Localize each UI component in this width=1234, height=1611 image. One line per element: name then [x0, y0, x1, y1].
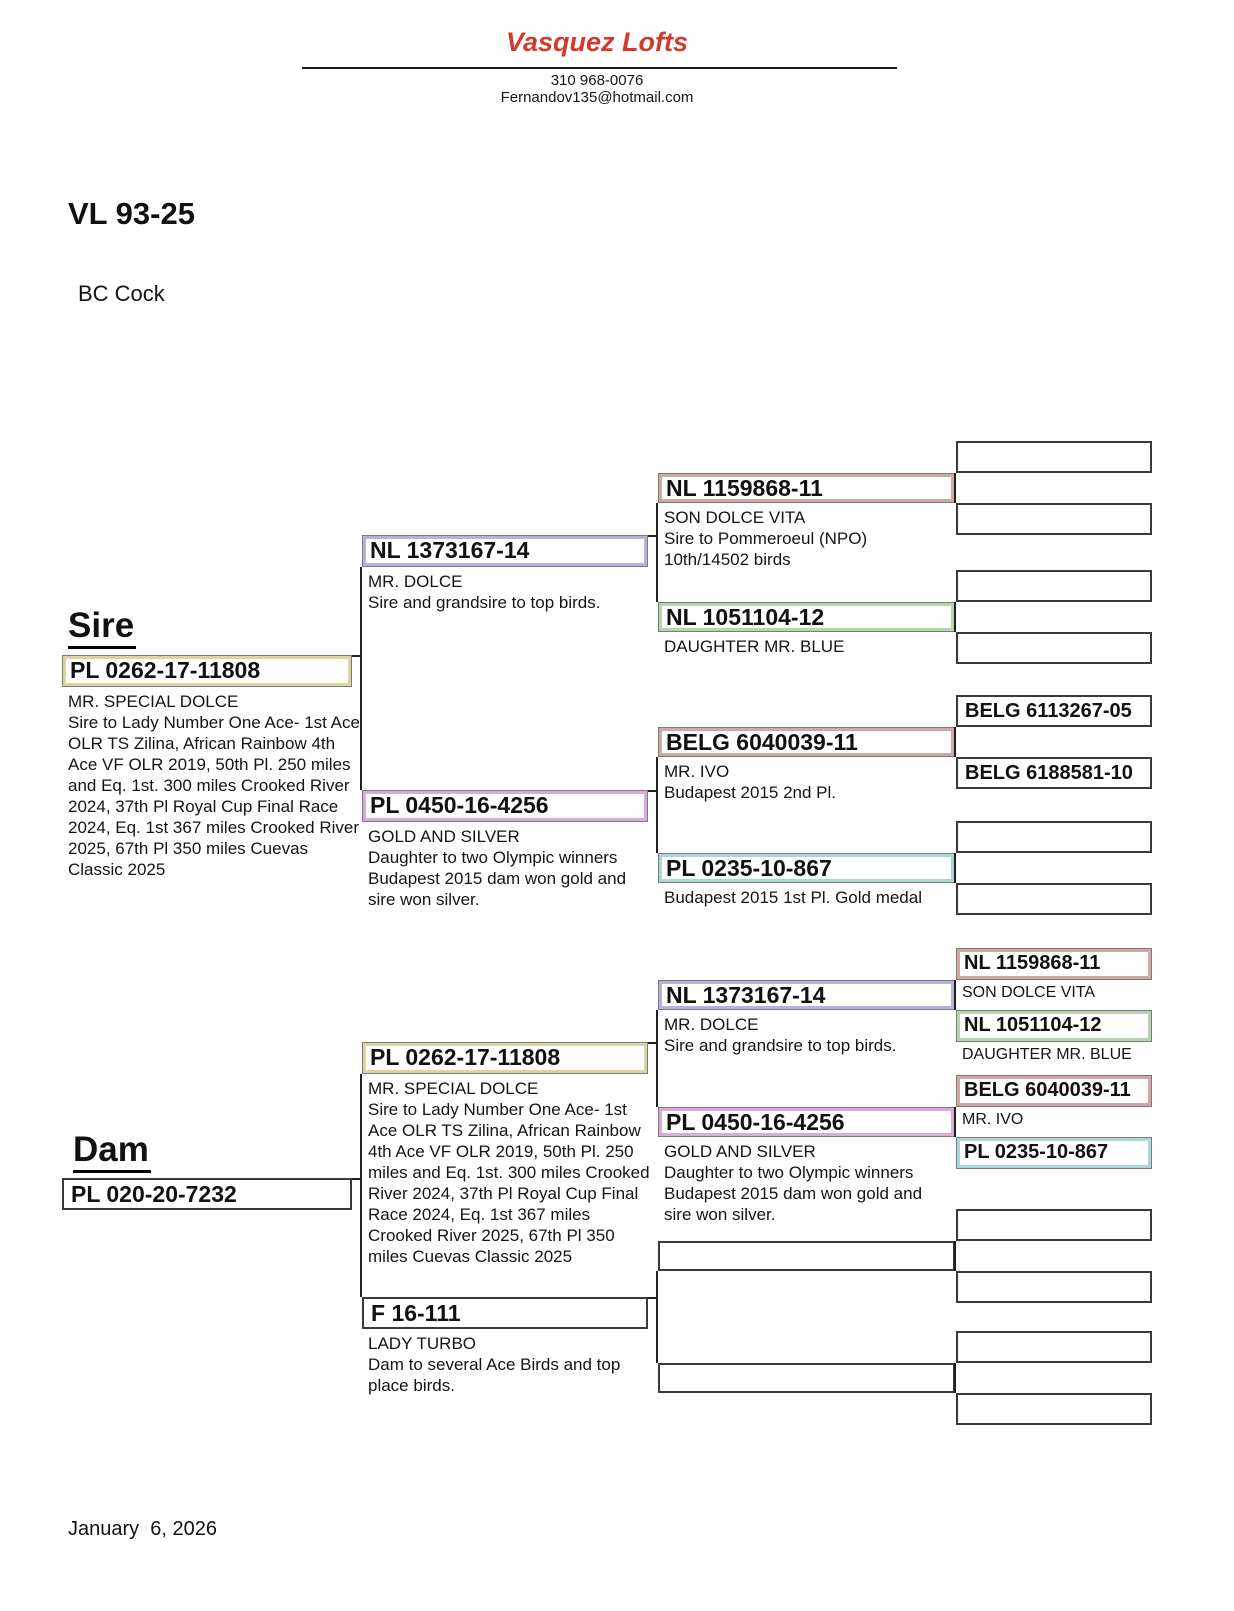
gg-slot-empty-3 [956, 570, 1152, 602]
dam-sire-sire-sire-band-box: NL 1159868-11 [956, 948, 1152, 980]
sire-sire-details [368, 571, 646, 613]
sire-sire-sire-band-box: NL 1159868-11 [658, 473, 955, 503]
gg-slot-empty-2 [956, 503, 1152, 535]
connector-stub-dam [352, 1178, 360, 1180]
sire-sire-sire-info: Sire to Pommeroeul (NPO) 10th/14502 birds [664, 529, 868, 569]
connector-vline-gg-6 [954, 1107, 956, 1137]
sire-sire-dam-band-box: NL 1051104-12 [658, 602, 955, 632]
sire-info: Sire to Lady Number One Ace- 1st Ace OLR TS Zilina, African Rainbow 4th Ace VF OLR 2019, 50th Pl. 250 miles and Eq. 1st. 300 miles Crooked River 2024, 37th Pl Royal Cup Final Race 2024, Eq. 1st 367 miles Crooked River 2025, 67th Pl 350 miles Cuevas Classic 2025 [68, 713, 360, 879]
dam-heading: Dam [73, 1132, 151, 1173]
connector-stub-sire-dam [648, 790, 656, 792]
letterhead-divider [302, 67, 897, 69]
report-date: January 6, 2026 [68, 1518, 217, 1540]
gg-slot-empty-7 [956, 1209, 1152, 1241]
connector-vline-dam-sire [656, 1010, 658, 1107]
connector-vline-gg-3 [954, 727, 956, 757]
connector-vline-gg-2 [954, 602, 956, 632]
connector-vline-dam-dam [656, 1271, 658, 1363]
dam-sire-band-box: PL 0262-17-11808 [362, 1042, 648, 1074]
sire-details [68, 691, 360, 880]
sire-name: MR. SPECIAL DOLCE [68, 692, 239, 711]
dam-dam-band-box: F 16-111 [362, 1297, 648, 1329]
sire-dam-sire-name: MR. IVO [664, 762, 730, 781]
gg-slot-empty-10 [956, 1393, 1152, 1425]
sire-dam-name: GOLD AND SILVER [368, 827, 520, 846]
dam-sire-details [368, 1078, 656, 1267]
bird-description: BC Cock [78, 281, 165, 306]
sire-dam-sire-details [664, 761, 948, 803]
sire-sire-sire-name: SON DOLCE VITA [664, 508, 806, 527]
sire-dam-dam-band-box: PL 0235-10-867 [658, 853, 955, 883]
connector-vline-sire [360, 567, 362, 790]
dam-sire-sire-sire-name: SON DOLCE VITA [962, 984, 1096, 1001]
connector-vline-gg-1 [954, 473, 956, 503]
connector-vline-gg-5 [954, 980, 956, 1010]
sire-dam-dam-info: Budapest 2015 1st Pl. Gold medal [664, 888, 922, 907]
sire-dam-details [368, 826, 646, 910]
gg-slot-empty-5 [956, 821, 1152, 853]
dam-dam-info: Dam to several Ace Birds and top place birds. [368, 1355, 621, 1395]
sire-sire-info: Sire and grandsire to top birds. [368, 593, 601, 612]
dam-sire-dam-dam-band-box: PL 0235-10-867 [956, 1137, 1152, 1169]
dam-dam-details [368, 1333, 646, 1396]
sire-dam-sire-band-box: BELG 6040039-11 [658, 727, 955, 757]
sire-sire-name: MR. DOLCE [368, 572, 463, 591]
dam-sire-sire-dam-band-box: NL 1051104-12 [956, 1010, 1152, 1042]
sire-dam-band-box: PL 0450-16-4256 [362, 790, 648, 822]
dam-dam-sire-empty-box [658, 1241, 955, 1271]
connector-vline-gg-4 [954, 853, 956, 883]
connector-vline-sire-sire [656, 503, 658, 602]
dam-sire-dam-info: Daughter to two Olympic winners Budapest 2015 dam won gold and sire won silver. [664, 1163, 923, 1224]
connector-stub-sire-sire [648, 535, 656, 537]
sire-band-box: PL 0262-17-11808 [62, 655, 352, 687]
gg-slot-empty-8 [956, 1271, 1152, 1303]
gg-slot-empty-4 [956, 632, 1152, 664]
dam-sire-sire-name: MR. DOLCE [664, 1015, 759, 1034]
gg-slot-empty-6 [956, 883, 1152, 915]
dam-sire-sire-info: Sire and grandsire to top birds. [664, 1036, 897, 1055]
dam-dam-dam-empty-box [658, 1363, 955, 1393]
email-address: Fernandov135@hotmail.com [500, 89, 694, 106]
dam-sire-dam-sire-name: MR. IVO [962, 1111, 1024, 1128]
dam-sire-dam-details [664, 1141, 948, 1225]
sire-dam-info: Daughter to two Olympic winners Budapest 2015 dam won gold and sire won silver. [368, 848, 627, 909]
sire-sire-dam-name: DAUGHTER MR. BLUE [664, 637, 845, 656]
dam-sire-dam-sire-band-box: BELG 6040039-11 [956, 1075, 1152, 1107]
connector-vline-gg-8 [954, 1363, 956, 1393]
phone-number: 310 968-0076 [550, 72, 644, 89]
connector-stub-dam-sire [648, 1042, 656, 1044]
connector-vline-sire-dam [656, 757, 658, 853]
sire-dam-sire-info: Budapest 2015 2nd Pl. [664, 783, 837, 802]
dam-band-box: PL 020-20-7232 [62, 1178, 352, 1210]
dam-sire-sire-details [664, 1014, 948, 1056]
connector-stub-dam-dam [648, 1297, 656, 1299]
connector-stub-sire [352, 655, 360, 657]
dam-sire-sire-band-box: NL 1373167-14 [658, 980, 955, 1010]
dam-sire-dam-band-box: PL 0450-16-4256 [658, 1107, 955, 1137]
dam-sire-info: Sire to Lady Number One Ace- 1st Ace OLR TS Zilina, African Rainbow 4th Ace VF OLR 2019, 50th Pl. 250 miles and Eq. 1st. 300 miles Crooked River 2024, 37th Pl Royal Cup Final Race 2024, Eq. 1st 367 miles Crooked River 2025, 67th Pl 350 miles Cuevas Classic 2025 [368, 1100, 650, 1266]
gg-slot-empty-1 [956, 441, 1152, 473]
sire-sire-band-box: NL 1373167-14 [362, 535, 648, 567]
dam-dam-name: LADY TURBO [368, 1334, 477, 1353]
connector-vline-gg-7 [954, 1241, 956, 1271]
dam-sire-name: MR. SPECIAL DOLCE [368, 1079, 539, 1098]
dam-sire-sire-dam-name: DAUGHTER MR. BLUE [962, 1046, 1132, 1063]
gg-slot-empty-9 [956, 1331, 1152, 1363]
bird-id: VL 93-25 [68, 196, 195, 231]
sire-sire-dam-details [664, 636, 948, 657]
sire-dam-sire-sire-band-box: BELG 6113267-05 [956, 695, 1152, 727]
sire-heading: Sire [68, 608, 136, 649]
sire-dam-sire-dam-band-box: BELG 6188581-10 [956, 757, 1152, 789]
sire-sire-sire-details [664, 507, 948, 570]
dam-sire-dam-name: GOLD AND SILVER [664, 1142, 816, 1161]
sire-dam-dam-details [664, 887, 948, 908]
loft-name: Vasquez Lofts [505, 27, 689, 57]
connector-vline-dam [360, 1074, 362, 1297]
